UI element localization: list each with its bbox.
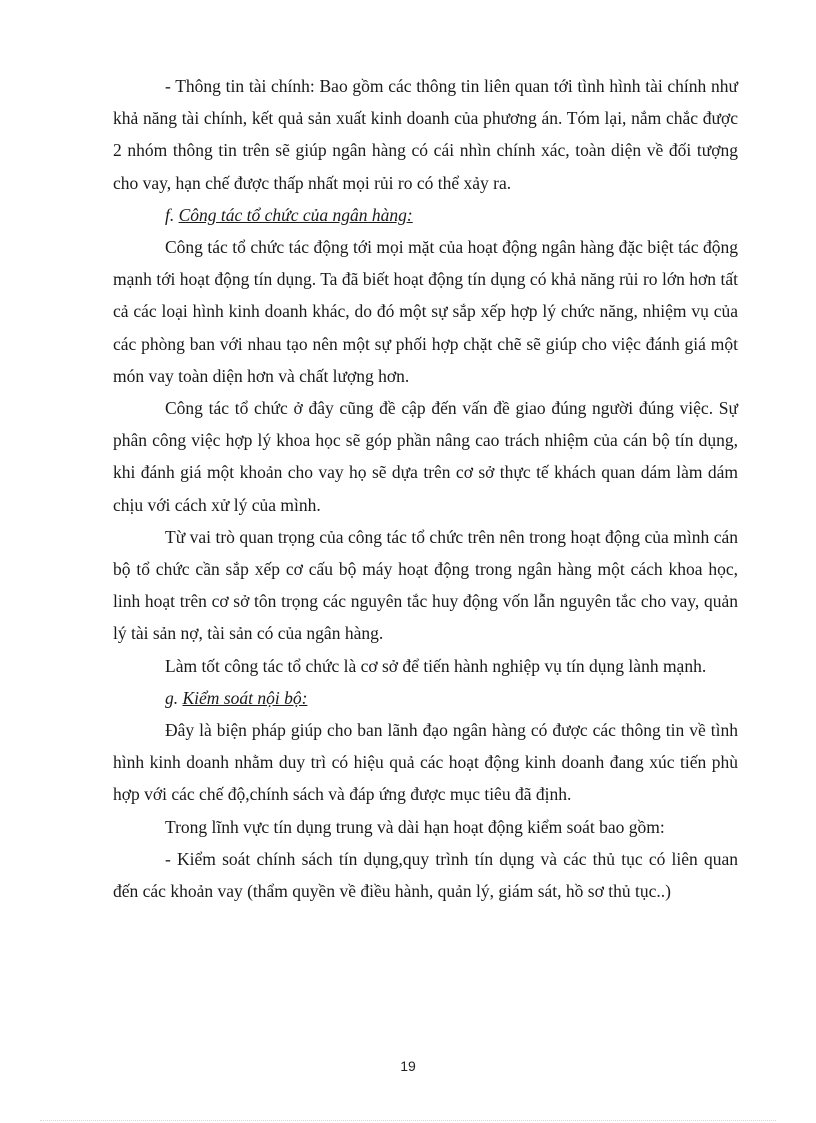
paragraph-organization-impact: Công tác tổ chức tác động tới mọi mặt của hoạt động ngân hàng đặc biệt tác động mạnh tới hoạt động tín dụng. Ta đã biết hoạt động tín dụng có khả năng rủi ro lớn hơn tất cả các loại hình kinh doanh khác, do đó một sự sắp xếp hợp lý chức năng, nhiệm vụ của các phòng ban với nhau tạo nên một sự phối hợp chặt chẽ sẽ giúp cho việc đánh giá một món vay toàn diện hơn và chất lượng hơn.	[113, 237, 738, 386]
paragraph-right-person: Công tác tổ chức ở đây cũng đề cập đến vấn đề giao đúng người đúng việc. Sự phân công việc hợp lý khoa học sẽ góp phần nâng cao trách nhiệm của cán bộ tín dụng, khi đánh giá một khoản cho vay họ sẽ dựa trên cơ sở thực tế khách quan dám làm dám chịu với cách xử lý của mình.	[113, 398, 738, 515]
section-letter-g: g.	[165, 687, 179, 708]
paragraph-financial-info: - Thông tin tài chính: Bao gồm các thông tin liên quan tới tình hình tài chính như khả năng tài chính, kết quả sản xuất kinh doanh của phương án. Tóm lại, nắm chắc được 2 nhóm thông tin trên sẽ giúp ngân hàng có cái nhìn chính xác, toàn diện về đối tượng cho vay, hạn chế được thấp nhất mọi rủi ro có thể xảy ra.	[113, 76, 738, 193]
document-page	[113, 70, 738, 907]
section-letter-f: f.	[165, 204, 175, 225]
section-title-internal-control: Kiểm soát nội bộ:	[182, 687, 308, 708]
paragraph-organization-role: Từ vai trò quan trọng của công tác tổ chức trên nên trong hoạt động của mình cán bộ tổ chức cần sắp xếp cơ cấu bộ máy hoạt động trong ngân hàng một cách khoa học, linh hoạt trên cơ sở tôn trọng các nguyên tắc huy động vốn lẫn nguyên tắc cho vay, quản lý tài sản nợ, tài sản có của ngân hàng.	[113, 526, 738, 644]
page-number: 19	[400, 1058, 416, 1074]
paragraph-credit-policy-control: - Kiểm soát chính sách tín dụng,quy trình tín dụng và các thủ tục có liên quan đến các khoản vay (thẩm quyền về điều hành, quản lý, giám sát, hồ sơ thủ tục..)	[113, 848, 738, 902]
paragraph-organization-basis: Làm tốt công tác tổ chức là cơ sở để tiến hành nghiệp vụ tín dụng lành mạnh.	[165, 655, 707, 676]
paragraph-control-scope: Trong lĩnh vực tín dụng trung và dài hạn hoạt động kiểm soát bao gồm:	[165, 816, 665, 837]
section-heading-g	[113, 682, 738, 714]
section-title-organization: Công tác tổ chức của ngân hàng:	[178, 204, 413, 225]
page-bottom-divider	[40, 1120, 776, 1121]
section-heading-f	[113, 199, 738, 231]
paragraph-internal-control: Đây là biện pháp giúp cho ban lãnh đạo ngân hàng có được các thông tin về tình hình kinh doanh nhằm duy trì có hiệu quả các hoạt động kinh doanh đang xúc tiến phù hợp với các chế độ,chính sách và đáp ứng được mục tiêu đã định.	[113, 720, 738, 805]
